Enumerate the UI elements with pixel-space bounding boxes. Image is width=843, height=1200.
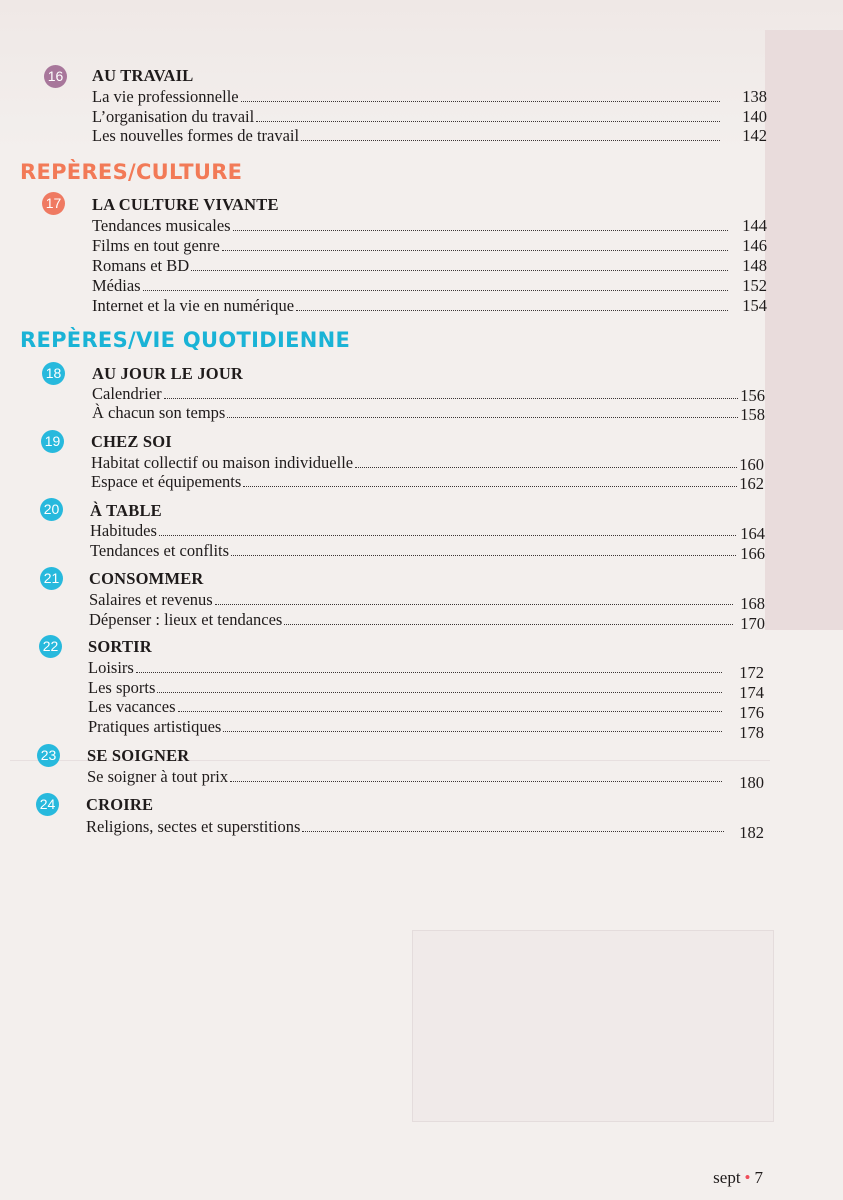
toc-entry-page: 182 xyxy=(739,823,764,842)
toc-entry-page: 138 xyxy=(742,87,767,106)
bleed-through-box xyxy=(412,930,774,1122)
leader-dots xyxy=(164,397,738,399)
toc-entry-label: Religions, sectes et superstitions xyxy=(86,817,301,836)
toc-entry-label: Romans et BD xyxy=(92,256,190,275)
toc-entry[interactable] xyxy=(88,678,724,698)
chapter-number-badge: 20 xyxy=(40,498,63,521)
leader-dots xyxy=(233,229,728,231)
section-title-culture: REPÈRES/CULTURE xyxy=(20,160,243,184)
toc-entry[interactable] xyxy=(89,610,735,630)
toc-entry[interactable] xyxy=(90,541,738,561)
toc-entry-label: Films en tout genre xyxy=(92,236,220,255)
toc-entry-label: Salaires et revenus xyxy=(89,590,213,609)
toc-entry-page: 158 xyxy=(740,405,765,424)
leader-dots xyxy=(355,466,737,468)
footer-word: sept xyxy=(713,1168,741,1187)
toc-entry-label: Internet et la vie en numérique xyxy=(92,296,295,315)
leader-dots xyxy=(159,534,736,536)
toc-entry-label: Habitudes xyxy=(90,521,157,540)
toc-entry-label: À chacun son temps xyxy=(92,403,226,422)
toc-entry[interactable] xyxy=(92,87,722,107)
toc-entry-page: 166 xyxy=(740,544,765,563)
toc-entry-label: Les vacances xyxy=(88,697,176,716)
leader-dots xyxy=(243,485,737,487)
toc-entry-page: 172 xyxy=(739,663,764,682)
toc-entry[interactable] xyxy=(86,817,726,837)
toc-entry-page: 168 xyxy=(740,594,765,613)
toc-entry-label: Tendances musicales xyxy=(92,216,231,235)
leader-dots xyxy=(302,830,724,832)
toc-entry-label: Espace et équipements xyxy=(91,472,242,491)
toc-entry[interactable] xyxy=(92,384,740,404)
chapter-number-badge: 22 xyxy=(39,635,62,658)
toc-entry[interactable] xyxy=(88,697,724,717)
leader-dots xyxy=(256,120,720,122)
toc-entry-label: Pratiques artistiques xyxy=(88,717,222,736)
leader-dots xyxy=(157,691,722,693)
leader-dots xyxy=(230,780,722,782)
chapter-title: CROIRE xyxy=(86,795,154,814)
toc-entry-page: 164 xyxy=(740,524,765,543)
page-number: 7 xyxy=(754,1168,763,1187)
toc-entry-page: 152 xyxy=(742,276,767,295)
chapter-title: AU JOUR LE JOUR xyxy=(92,364,244,383)
toc-entry-page: 174 xyxy=(739,683,764,702)
chapter-title: SORTIR xyxy=(88,637,152,656)
leader-dots xyxy=(296,309,728,311)
leader-dots xyxy=(231,554,736,556)
toc-entry-label: Dépenser : lieux et tendances xyxy=(89,610,283,629)
chapter-title: SE SOIGNER xyxy=(87,746,190,765)
toc-entry-page: 148 xyxy=(742,256,767,275)
toc-entry-page: 162 xyxy=(739,474,764,493)
toc-entry-page: 154 xyxy=(742,296,767,315)
toc-entry[interactable] xyxy=(88,717,724,737)
chapter-title: AU TRAVAIL xyxy=(92,66,194,85)
toc-entry-page: 144 xyxy=(742,216,767,235)
toc-entry[interactable] xyxy=(88,658,724,678)
chapter-number-badge: 24 xyxy=(36,793,59,816)
toc-entry-page: 156 xyxy=(740,386,765,405)
toc-entry-label: Médias xyxy=(92,276,141,295)
toc-entry-page: 170 xyxy=(740,614,765,633)
chapter-number-badge: 19 xyxy=(41,430,64,453)
leader-dots xyxy=(301,139,720,141)
leader-dots xyxy=(215,603,733,605)
toc-entry[interactable] xyxy=(92,216,730,236)
chapter-title: À TABLE xyxy=(90,501,162,520)
chapter-title: CHEZ SOI xyxy=(91,432,172,451)
chapter-title: CONSOMMER xyxy=(89,569,204,588)
toc-entry-page: 140 xyxy=(742,107,767,126)
toc-entry-label: La vie professionnelle xyxy=(92,87,239,106)
page-footer xyxy=(713,1168,763,1188)
toc-entry[interactable] xyxy=(87,767,724,787)
footer-bullet: • xyxy=(744,1168,751,1187)
toc-entry[interactable] xyxy=(92,296,730,316)
toc-entry-label: Les nouvelles formes de travail xyxy=(92,126,300,145)
toc-entry[interactable] xyxy=(92,126,722,146)
toc-entry-page: 160 xyxy=(739,455,764,474)
toc-entry[interactable] xyxy=(90,521,738,541)
leader-dots xyxy=(227,416,738,418)
leader-dots xyxy=(178,710,723,712)
leader-dots xyxy=(191,269,728,271)
toc-entry-label: Se soigner à tout prix xyxy=(87,767,229,786)
chapter-number-badge: 17 xyxy=(42,192,65,215)
leader-dots xyxy=(143,289,728,291)
toc-entry-page: 142 xyxy=(742,126,767,145)
toc-entry-label: Les sports xyxy=(88,678,156,697)
toc-entry[interactable] xyxy=(89,590,735,610)
toc-entry[interactable] xyxy=(92,107,722,127)
side-band xyxy=(765,30,843,630)
leader-dots xyxy=(223,730,722,732)
toc-entry-label: Loisirs xyxy=(88,658,134,677)
section-title-vie-quotidienne: REPÈRES/VIE QUOTIDIENNE xyxy=(20,328,351,352)
leader-dots xyxy=(222,249,728,251)
leader-dots xyxy=(241,100,720,102)
leader-dots xyxy=(284,623,733,625)
toc-entry-page: 146 xyxy=(742,236,767,255)
toc-entry[interactable] xyxy=(92,236,730,256)
chapter-number-badge: 21 xyxy=(40,567,63,590)
toc-entry[interactable] xyxy=(92,276,730,296)
toc-entry-label: L’organisation du travail xyxy=(92,107,255,126)
toc-entry-page: 180 xyxy=(739,773,764,792)
toc-entry[interactable] xyxy=(91,453,739,473)
chapter-number-badge: 16 xyxy=(44,65,67,88)
leader-dots xyxy=(136,671,722,673)
toc-entry[interactable] xyxy=(91,472,739,492)
toc-entry-label: Habitat collectif ou maison individuelle xyxy=(91,453,354,472)
chapter-number-badge: 23 xyxy=(37,744,60,767)
chapter-title: LA CULTURE VIVANTE xyxy=(92,195,279,214)
toc-entry-label: Tendances et conflits xyxy=(90,541,230,560)
toc-entry-label: Calendrier xyxy=(92,384,162,403)
chapter-number-badge: 18 xyxy=(42,362,65,385)
toc-entry-page: 176 xyxy=(739,703,764,722)
toc-entry[interactable] xyxy=(92,403,740,423)
toc-entry[interactable] xyxy=(92,256,730,276)
toc-entry-page: 178 xyxy=(739,723,764,742)
